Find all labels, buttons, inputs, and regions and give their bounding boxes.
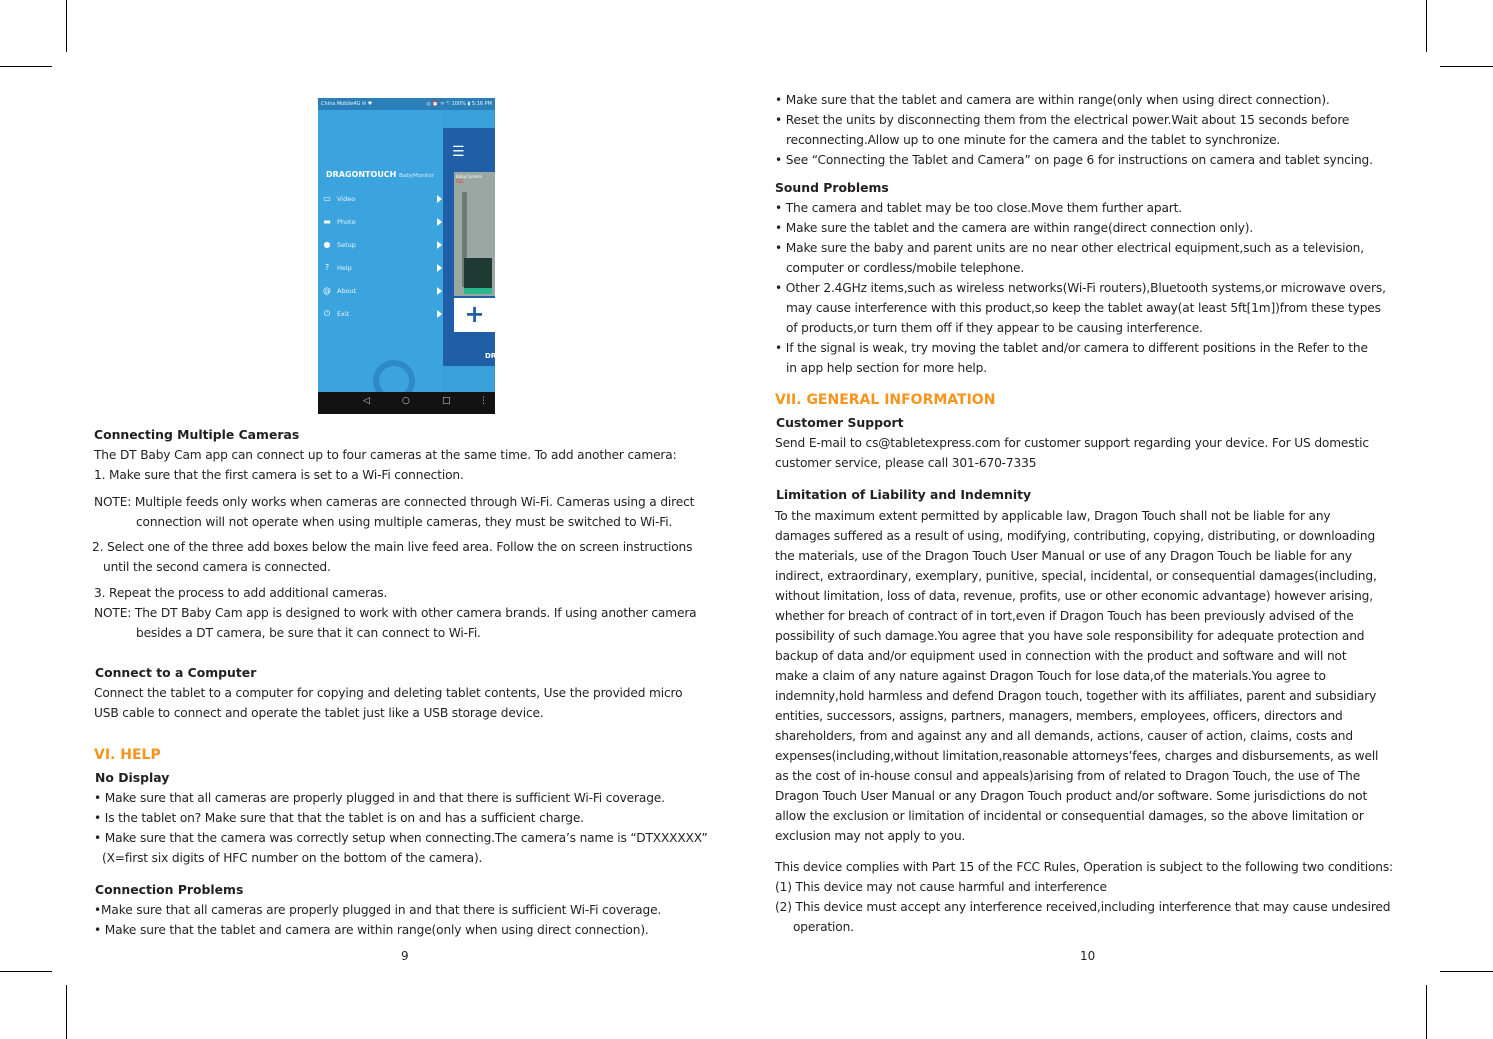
panel-brand-text: DR — [485, 352, 497, 360]
menu-item-setup[interactable]: ● Setup — [322, 238, 442, 252]
page-number-right: 10 — [1080, 949, 1096, 963]
connect-computer-heading: Connect to a Computer — [95, 665, 257, 680]
phone-status-bar — [318, 98, 495, 110]
crop-mark — [1440, 971, 1493, 972]
arrow-right-icon — [437, 287, 442, 295]
sound-problems-body: • The camera and tablet may be too close.Move them further apart. • Make sure the tablet and the camera are within range(direct connection only). • Make sure the baby and parent units are no near other electrical equipment,such as a television, computer or cordless/mobile telephone. • Other 2.4GHz items,such as wireless networks(Wi-Fi routers),Bluetooth systems,or microwave overs, may cause interference with this product,so keep the tablet away(at least 5ft[1m])from these types of products,or turn them off if they appear to be causing interference. • If the signal is weak, try moving the tablet and/or camera to different positions in the Refer to the in app help section for more help. — [775, 201, 1386, 375]
crop-mark — [0, 971, 52, 972]
hamburger-menu-icon[interactable]: ☰ — [452, 144, 465, 160]
crop-mark — [66, 985, 67, 1039]
help-icon: ? — [324, 263, 330, 272]
arrow-right-icon — [437, 218, 442, 226]
crop-mark — [1440, 66, 1493, 67]
section-help-heading: VI. HELP — [94, 747, 161, 763]
more-icon[interactable]: ⋮ — [479, 396, 488, 406]
about-icon: @ — [323, 286, 331, 295]
menu-item-exit[interactable]: ⏻ Exit — [322, 307, 442, 321]
photo-icon: ▬ — [323, 217, 331, 226]
app-screenshot — [318, 98, 495, 414]
arrow-right-icon — [437, 310, 442, 318]
app-side-menu — [318, 110, 443, 392]
fcc-statement: This device complies with Part 15 of the FCC Rules, Operation is subject to the following two conditions: (1) This device may not cause harmful and interference (2) This device must accept any interference received,including interference that may cause undesired operation. — [775, 860, 1393, 934]
crop-mark — [0, 66, 52, 67]
status-carrier: China Mobile4G ✉ ♥ — [321, 101, 373, 107]
menu-item-help[interactable]: ? Help — [322, 261, 442, 275]
arrow-right-icon — [437, 264, 442, 272]
connection-problems-heading: Connection Problems — [95, 882, 244, 897]
crop-mark — [66, 0, 67, 52]
add-camera-button[interactable]: + — [454, 298, 495, 332]
video-icon: ▭ — [323, 194, 331, 203]
liability-heading: Limitation of Liability and Indemnity — [776, 487, 1032, 502]
page-number-left: 9 — [401, 949, 409, 963]
customer-support-body: Send E-mail to cs@tabletexpress.com for customer support regarding your device. For US domestic customer service, please call 301-670-7335 — [775, 436, 1369, 470]
connection-problems-body: •Make sure that all cameras are properly plugged in and that there is sufficient Wi-Fi coverage. • Make sure that the tablet and camera are within range(only when using direct connection). — [94, 903, 662, 937]
menu-item-about[interactable]: @ About — [322, 284, 442, 298]
menu-item-video[interactable]: ▭ Video — [322, 192, 442, 206]
sound-problems-heading: Sound Problems — [775, 180, 889, 195]
liability-body: To the maximum extent permitted by applicable law, Dragon Touch shall not be liable for any damages suffered as a result of using, modifying, contributing, copying, distributing, or downloading the materials, use of the Dragon Touch User Manual or use of any Dragon Touch be liable for any indirect, extraordinary, exemplary, punitive, special, incidental, or consequential damages(including, without limitation, loss of data, revenue, profits, use or other economic advantage) however arising, whether for breach of contract of in tort,even if Dragon Touch has been previously advised of the possibility of such damage.You agree that you have sole responsibility for adequate protection and backup of data and/or equipment used in connection with the product and software and will not make a claim of any nature against Dragon Touch for lose data,of the materials.You agree to indemnity,hold harmless and defend Dragon touch, together with its affiliates, parent and subsidiary entities, successors, assigns, partners, managers, members, employees, officers, directors and shareholders, from and against any and all demands, actions, causer of action, claims, costs and expenses(including,without limitation,reasonable attorneys’fees, charges and disbursements, as well as the cost of in-house consul and appeals)arising from of related to Dragon Touch, the use of The Dragon Touch User Manual or any Dragon Touch product and/or software. Some jurisdictions do not allow the exclusion or limitation of incidental or consequential damages, so the above limitation or exclusion may not apply to you. — [775, 509, 1379, 843]
menu-item-photo[interactable]: ▬ Photo — [322, 215, 442, 229]
arrow-right-icon — [437, 195, 442, 203]
note-other-brands: NOTE: The DT Baby Cam app is designed to work with other camera brands. If using another camera besides a DT camera, be sure that it can connect to Wi-Fi. — [94, 606, 697, 640]
feed-image-device — [464, 258, 492, 294]
multi-cam-heading: Connecting Multiple Cameras — [94, 427, 300, 442]
no-display-heading: No Display — [95, 770, 170, 785]
status-right: ◎ ⏰ ᯤ ⁴ⁱₗ 100% ▮ 5:16 PM — [426, 101, 492, 107]
section-general-info-heading: VII. GENERAL INFORMATION — [775, 392, 996, 408]
arrow-right-icon — [437, 241, 442, 249]
note-multi-feed: NOTE: Multiple feeds only works when cameras are connected through Wi-Fi. Cameras using a direct connection will not operate when using multiple cameras, they must be switched to Wi-Fi. — [94, 495, 695, 529]
connect-computer-body: Connect the tablet to a computer for copying and deleting tablet contents, Use the provided micro USB cable to connect and operate the tablet just like a USB storage device. — [94, 686, 683, 720]
no-display-body: • Make sure that all cameras are properly plugged in and that there is sufficient Wi-Fi coverage. • Is the tablet on? Make sure that that the tablet is on and has a sufficient charge. • Make sure that the camera was correctly setup when connecting.The camera’s name is “DTXXXXXX” (X=first six digits of HFC number on the bottom of the camera). — [94, 791, 708, 865]
crop-mark — [1426, 985, 1427, 1039]
step-3: 3. Repeat the process to add additional cameras. — [94, 586, 388, 600]
recents-icon[interactable]: □ — [442, 396, 451, 406]
back-icon[interactable]: ◁ — [363, 396, 370, 406]
step-2: 2. Select one of the three add boxes below the main live feed area. Follow the on screen instructions until the second camera is connected. — [92, 540, 693, 574]
app-brand-logo: DRAGONTOUCH BabyMonitor — [326, 170, 434, 179]
home-icon[interactable]: ○ — [402, 396, 410, 406]
connection-bullets-cont: • Make sure that the tablet and camera are within range(only when using direct connection). • Reset the units by disconnecting them from the electrical power.Wait about 15 seconds before reconnecting.Allow up to one minute for the camera and the tablet to synchronize. • See “Connecting the Tablet and Camera” on page 6 for instructions on camera and tablet syncing. — [775, 93, 1373, 167]
setup-icon: ● — [323, 240, 331, 249]
camera-feed-thumbnail[interactable]: BabyCamera REC — [454, 172, 495, 296]
customer-support-heading: Customer Support — [776, 415, 904, 430]
crop-mark — [1426, 0, 1427, 52]
exit-icon: ⏻ — [323, 309, 331, 318]
multi-cam-body: The DT Baby Cam app can connect up to four cameras at the same time. To add another camera: 1. Make sure that the first camera is set to a Wi-Fi connection. — [94, 448, 677, 482]
android-nav-bar — [318, 392, 495, 414]
